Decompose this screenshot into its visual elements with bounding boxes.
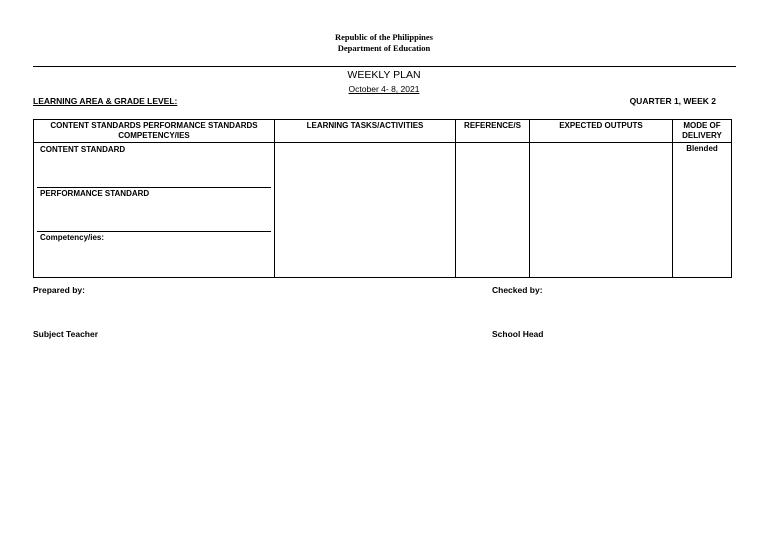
header-expected-outputs: EXPECTED OUTPUTS bbox=[530, 120, 673, 143]
learning-area-label: LEARNING AREA & GRADE LEVEL: bbox=[33, 96, 178, 106]
republic-line: Republic of the Philippines bbox=[334, 32, 433, 42]
expected-outputs-cell bbox=[530, 143, 673, 278]
header-references: REFERENCE/S bbox=[456, 120, 530, 143]
header-standards: CONTENT STANDARDS PERFORMANCE STANDARDS COMPETENCY/IES bbox=[34, 120, 275, 143]
date-range: October 4- 8, 2021 bbox=[348, 84, 420, 94]
performance-standard-label: PERFORMANCE STANDARD bbox=[40, 189, 150, 198]
mode-of-delivery-cell: Blended bbox=[673, 143, 732, 278]
performance-standard-box bbox=[37, 188, 271, 232]
header-divider bbox=[33, 66, 736, 67]
competency-label: Competency/ies: bbox=[40, 233, 105, 242]
table-header-row bbox=[34, 120, 732, 143]
table-row bbox=[34, 143, 732, 278]
content-standard-label: CONTENT STANDARD bbox=[40, 145, 126, 154]
prepared-by-label: Prepared by: bbox=[33, 285, 85, 295]
plan-title: WEEKLY PLAN bbox=[347, 69, 421, 81]
standards-cell bbox=[34, 143, 275, 278]
references-cell bbox=[456, 143, 530, 278]
competency-box bbox=[37, 232, 271, 276]
department-line: Department of Education bbox=[337, 43, 431, 53]
learning-tasks-cell bbox=[275, 143, 456, 278]
header-mode-of-delivery: MODE OF DELIVERY bbox=[673, 120, 732, 143]
subject-teacher-label: Subject Teacher bbox=[33, 329, 99, 339]
content-standard-box bbox=[37, 144, 271, 188]
quarter-week: QUARTER 1, WEEK 2 bbox=[629, 96, 716, 106]
school-head-label: School Head bbox=[492, 329, 544, 339]
letterhead bbox=[0, 32, 768, 54]
header-learning-tasks: LEARNING TASKS/ACTIVITIES bbox=[275, 120, 456, 143]
date-range-wrap bbox=[0, 84, 768, 94]
weekly-plan-table bbox=[33, 119, 732, 278]
checked-by-label: Checked by: bbox=[492, 285, 543, 295]
